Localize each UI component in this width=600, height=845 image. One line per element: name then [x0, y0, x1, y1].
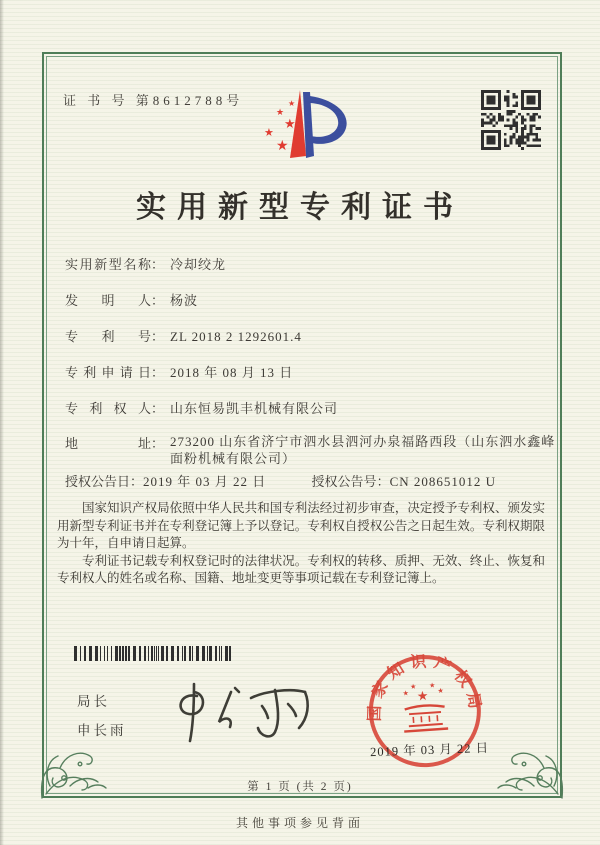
- svg-text:国家知识产权局: [360, 649, 485, 723]
- field-colon: ：: [376, 474, 390, 489]
- field-label: 授权公告日: [65, 474, 131, 489]
- star-icon: ★: [264, 127, 274, 139]
- star-icon: ★: [276, 139, 289, 154]
- field-row-address: [65, 433, 562, 467]
- page-number: 第 1 页 (共 2 页): [247, 781, 353, 793]
- national-emblem-icon: [401, 681, 448, 732]
- grant-number: [312, 471, 496, 490]
- legal-text: [57, 500, 545, 588]
- field-value: 山东恒易凯丰机械有限公司: [170, 401, 339, 416]
- qr-code-icon: [481, 90, 541, 150]
- field-label: 发明人: [65, 293, 151, 308]
- field-label: 专利申请日: [65, 365, 151, 380]
- field-value: 2019 年 03 月 22 日: [143, 474, 267, 489]
- field-colon: ：: [151, 365, 165, 380]
- field-colon: ：: [130, 474, 144, 489]
- director-block: [77, 690, 127, 748]
- field-colon: ：: [151, 257, 165, 272]
- grant-date: [65, 471, 266, 490]
- field-row-patent-number: [65, 326, 302, 345]
- field-colon: ：: [151, 401, 165, 416]
- svg-text:★: ★: [437, 686, 445, 696]
- field-value: CN 208651012 U: [389, 474, 497, 489]
- field-value: 273200 山东省济宁市泗水县泗河办泉福路西段（山东泗水鑫峰面粉机械有限公司）: [170, 434, 556, 466]
- legal-paragraph: 国家知识产权局依照中华人民共和国专利法经过初步审查，决定授予专利权、颁发实用新型专利证书并在专利登记簿上予以登记。专利权自授权公告之日起生效。专利权期限为十年，自申请日起算。: [57, 501, 545, 550]
- field-value: ZL 2018 2 1292601.4: [170, 329, 302, 344]
- field-row-filing-date: [65, 362, 293, 381]
- seal-text: 国家知识产权局: [366, 653, 484, 722]
- cnipa-logo-icon: [248, 56, 360, 168]
- star-icon: ★: [276, 107, 285, 117]
- seal-date: 2019 年 03 月 22 日: [369, 740, 490, 760]
- field-row-patentee: [65, 398, 338, 417]
- field-label: 实用新型名称: [65, 257, 151, 272]
- legal-paragraph: 专利证书记载专利权登记时的法律状况。专利权的转移、质押、无效、终止、恢复和专利权人的姓名或名称、国籍、地址变更等事项记载在专利登记簿上。: [57, 553, 545, 585]
- director-title: 局长: [77, 694, 110, 709]
- field-label: 地址: [65, 436, 151, 451]
- barcode-icon: [74, 646, 232, 661]
- certificate-number: 证 书 号 第8612788号: [63, 93, 244, 108]
- director-name: 申长雨: [77, 723, 127, 738]
- back-side-note: 其他事项参见背面: [235, 816, 364, 830]
- field-row-grant: [65, 471, 496, 490]
- star-icon: ★: [288, 99, 296, 108]
- field-value: 2018 年 08 月 13 日: [170, 365, 294, 380]
- field-colon: ：: [151, 329, 165, 344]
- svg-text:★: ★: [402, 689, 410, 698]
- svg-text:★: ★: [409, 682, 417, 692]
- field-row-name: [65, 254, 226, 273]
- handwritten-signature-icon: [165, 680, 325, 746]
- star-icon: ★: [284, 116, 296, 131]
- field-label: 专利号: [65, 329, 151, 344]
- field-colon: ：: [151, 293, 165, 308]
- field-colon: ：: [151, 436, 165, 451]
- svg-text:★: ★: [428, 681, 436, 690]
- field-value: 杨波: [170, 293, 199, 308]
- field-value: 冷却绞龙: [170, 257, 227, 272]
- svg-text:★: ★: [416, 687, 429, 704]
- certificate-title: 实用新型专利证书: [136, 191, 464, 224]
- scan-edge-shadow: [0, 0, 4, 845]
- field-row-inventor: [65, 290, 198, 309]
- field-label: 专利权人: [65, 401, 151, 416]
- field-label: 授权公告号: [311, 474, 377, 489]
